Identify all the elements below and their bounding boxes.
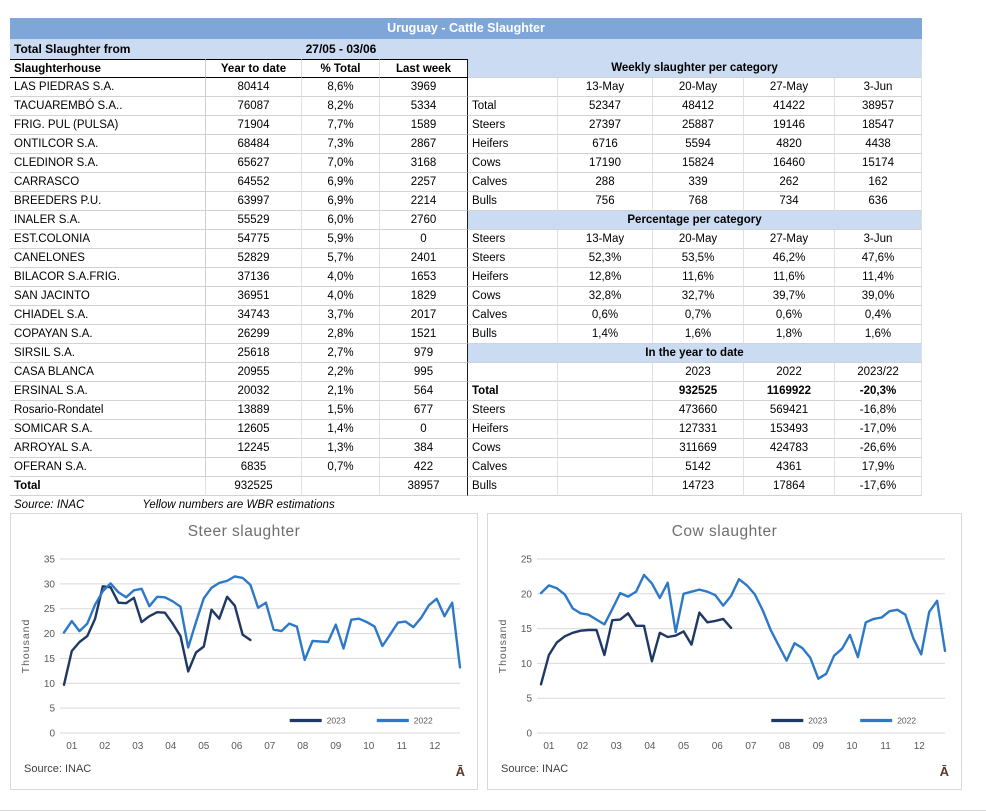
- category-label: Heifers: [468, 420, 558, 439]
- category-label: Total: [468, 97, 558, 116]
- value-cell: 19146: [744, 116, 835, 135]
- value-cell: 1829: [380, 287, 468, 306]
- value-cell: 11,6%: [653, 268, 744, 287]
- x-tick-label: 11: [879, 741, 891, 752]
- slaughterhouse-name: OFERAN S.A.: [10, 458, 206, 477]
- category-label: Cows: [468, 287, 558, 306]
- value-cell: 63997: [206, 192, 302, 211]
- category-label: Calves: [468, 458, 558, 477]
- value-cell: 64552: [206, 173, 302, 192]
- x-tick-label: 02: [576, 741, 588, 752]
- value-cell: 2023/22: [835, 363, 922, 382]
- value-cell: 8,6%: [302, 78, 380, 97]
- value-cell: 17864: [744, 477, 835, 496]
- value-cell: [558, 382, 653, 401]
- value-cell: 6,0%: [302, 211, 380, 230]
- slaughterhouse-name: INALER S.A.: [10, 211, 206, 230]
- slaughterhouse-name: SIRSIL S.A.: [10, 344, 206, 363]
- value-cell: 52,3%: [558, 249, 653, 268]
- y-tick-label: 20: [520, 589, 532, 601]
- value-cell: -17,0%: [835, 420, 922, 439]
- value-cell: 27-May: [744, 230, 835, 249]
- value-cell: 569421: [744, 401, 835, 420]
- category-label: [468, 78, 558, 97]
- x-tick-label: 05: [198, 741, 210, 752]
- value-cell: 16460: [744, 154, 835, 173]
- slaughterhouse-name: ONTILCOR S.A.: [10, 135, 206, 154]
- steer-chart: [18, 549, 470, 761]
- category-label: Cows: [468, 154, 558, 173]
- section-header: Weekly slaughter per category: [468, 59, 922, 78]
- slaughterhouse-name: FRIG. PUL (PULSA): [10, 116, 206, 135]
- value-cell: 734: [744, 192, 835, 211]
- y-tick-label: 30: [43, 579, 55, 591]
- value-cell: 932525: [653, 382, 744, 401]
- value-cell: [558, 363, 653, 382]
- value-cell: [558, 458, 653, 477]
- estimation-note: Yellow numbers are WBR estimations: [142, 499, 335, 511]
- value-cell: 2,8%: [302, 325, 380, 344]
- value-cell: 288: [558, 173, 653, 192]
- category-label: Steers: [468, 401, 558, 420]
- value-cell: 55529: [206, 211, 302, 230]
- slaughterhouse-name: CHIADEL S.A.: [10, 306, 206, 325]
- slaughterhouse-name: TACUAREMBÓ S.A..: [10, 97, 206, 116]
- value-cell: 71904: [206, 116, 302, 135]
- slaughterhouse-name: SAN JACINTO: [10, 287, 206, 306]
- x-tick-label: 11: [396, 741, 407, 752]
- value-cell: 32,8%: [558, 287, 653, 306]
- value-cell: 12245: [206, 439, 302, 458]
- y-tick-label: 20: [43, 629, 55, 641]
- series-line-2022: [64, 576, 460, 667]
- value-cell: 1653: [380, 268, 468, 287]
- corner-glyph: Ā: [455, 764, 465, 779]
- x-tick-label: 07: [264, 741, 276, 752]
- x-tick-label: 01: [66, 741, 78, 752]
- value-cell: 38957: [835, 97, 922, 116]
- x-tick-label: 04: [165, 741, 177, 752]
- value-cell: 3,7%: [302, 306, 380, 325]
- value-cell: 41422: [744, 97, 835, 116]
- value-cell: 11,6%: [744, 268, 835, 287]
- value-cell: 14723: [653, 477, 744, 496]
- value-cell: 25618: [206, 344, 302, 363]
- value-cell: 5142: [653, 458, 744, 477]
- value-cell: 424783: [744, 439, 835, 458]
- slaughterhouse-name: BILACOR S.A.FRIG.: [10, 268, 206, 287]
- value-cell: 8,2%: [302, 97, 380, 116]
- value-cell: 0,7%: [653, 306, 744, 325]
- value-cell: 0,7%: [302, 458, 380, 477]
- y-tick-label: 25: [520, 554, 532, 566]
- value-cell: 52347: [558, 97, 653, 116]
- left-header-cell: Last week: [380, 59, 468, 78]
- y-tick-label: 0: [49, 728, 55, 740]
- value-cell: 2,1%: [302, 382, 380, 401]
- slaughterhouse-name: ERSINAL S.A.: [10, 382, 206, 401]
- value-cell: 6,9%: [302, 192, 380, 211]
- value-cell: 2,7%: [302, 344, 380, 363]
- value-cell: 2022: [744, 363, 835, 382]
- chart-title: Steer slaughter: [187, 523, 301, 540]
- category-label: Bulls: [468, 477, 558, 496]
- value-cell: 37136: [206, 268, 302, 287]
- value-cell: 25887: [653, 116, 744, 135]
- value-cell: 3168: [380, 154, 468, 173]
- y-tick-label: 10: [520, 658, 532, 670]
- x-tick-label: 04: [643, 741, 655, 752]
- main-table: [10, 59, 922, 496]
- section-header: Percentage per category: [468, 211, 922, 230]
- value-cell: 1169922: [744, 382, 835, 401]
- value-cell: 127331: [653, 420, 744, 439]
- value-cell: 979: [380, 344, 468, 363]
- value-cell: 339: [653, 173, 744, 192]
- value-cell: 2023: [653, 363, 744, 382]
- period-label: Total Slaughter from: [14, 42, 131, 56]
- value-cell: 4,0%: [302, 268, 380, 287]
- value-cell: 2867: [380, 135, 468, 154]
- value-cell: 7,0%: [302, 154, 380, 173]
- period-value: 27/05 - 03/06: [305, 42, 377, 56]
- value-cell: [558, 401, 653, 420]
- value-cell: 6835: [206, 458, 302, 477]
- value-cell: 4438: [835, 135, 922, 154]
- x-tick-label: 06: [231, 741, 243, 752]
- corner-glyph: Ā: [939, 764, 949, 779]
- category-label: Heifers: [468, 268, 558, 287]
- value-cell: 26299: [206, 325, 302, 344]
- slaughterhouse-name: EST.COLONIA: [10, 230, 206, 249]
- x-tick-label: 10: [845, 741, 857, 752]
- value-cell: 5,7%: [302, 249, 380, 268]
- value-cell: 15174: [835, 154, 922, 173]
- slaughterhouse-name: Rosario-Rondatel: [10, 401, 206, 420]
- x-tick-label: 03: [610, 741, 622, 752]
- value-cell: 15824: [653, 154, 744, 173]
- value-cell: -20,3%: [835, 382, 922, 401]
- value-cell: 1,5%: [302, 401, 380, 420]
- y-tick-label: 5: [525, 693, 532, 705]
- category-label: Calves: [468, 173, 558, 192]
- value-cell: 162: [835, 173, 922, 192]
- value-cell: 48412: [653, 97, 744, 116]
- x-tick-label: 03: [132, 741, 144, 752]
- value-cell: 262: [744, 173, 835, 192]
- value-cell: 1,8%: [744, 325, 835, 344]
- value-cell: 2257: [380, 173, 468, 192]
- value-cell: 311669: [653, 439, 744, 458]
- value-cell: 65627: [206, 154, 302, 173]
- value-cell: 932525: [206, 477, 302, 496]
- value-cell: [302, 477, 380, 496]
- value-cell: 2214: [380, 192, 468, 211]
- value-cell: 422: [380, 458, 468, 477]
- chart-source: Source: INAC: [24, 763, 92, 775]
- value-cell: 18547: [835, 116, 922, 135]
- legend-label-2023: 2023: [807, 715, 827, 726]
- legend-label-2022: 2022: [896, 715, 916, 726]
- slaughterhouse-name: LAS PIEDRAS S.A.: [10, 78, 206, 97]
- value-cell: 0: [380, 230, 468, 249]
- x-tick-label: 12: [913, 741, 925, 752]
- value-cell: 53,5%: [653, 249, 744, 268]
- value-cell: 153493: [744, 420, 835, 439]
- category-label: [468, 363, 558, 382]
- value-cell: 12,8%: [558, 268, 653, 287]
- y-tick-label: 35: [43, 554, 55, 566]
- value-cell: 4,0%: [302, 287, 380, 306]
- value-cell: 1,6%: [653, 325, 744, 344]
- x-tick-label: 09: [812, 741, 824, 752]
- y-tick-label: 0: [525, 728, 532, 740]
- value-cell: 36951: [206, 287, 302, 306]
- table-source: Source: INAC: [14, 499, 85, 511]
- value-cell: 17190: [558, 154, 653, 173]
- x-tick-label: 02: [99, 741, 111, 752]
- x-tick-label: 01: [542, 741, 554, 752]
- tables-section: [10, 18, 922, 511]
- x-tick-label: 09: [330, 741, 342, 752]
- value-cell: 768: [653, 192, 744, 211]
- value-cell: 13-May: [558, 230, 653, 249]
- value-cell: 7,3%: [302, 135, 380, 154]
- value-cell: 13889: [206, 401, 302, 420]
- category-label: Heifers: [468, 135, 558, 154]
- value-cell: 677: [380, 401, 468, 420]
- slaughterhouse-name: COPAYAN S.A.: [10, 325, 206, 344]
- value-cell: -16,8%: [835, 401, 922, 420]
- y-tick-label: 5: [49, 703, 55, 715]
- y-tick-label: 15: [520, 624, 532, 636]
- steer-chart-panel: [10, 513, 478, 790]
- value-cell: 32,7%: [653, 287, 744, 306]
- value-cell: 636: [835, 192, 922, 211]
- y-axis-label: Thousand: [496, 618, 509, 674]
- value-cell: -26,6%: [835, 439, 922, 458]
- category-label: Bulls: [468, 192, 558, 211]
- value-cell: 6,9%: [302, 173, 380, 192]
- left-header-cell: % Total: [302, 59, 380, 78]
- category-label: Cows: [468, 439, 558, 458]
- value-cell: 12605: [206, 420, 302, 439]
- x-tick-label: 08: [297, 741, 309, 752]
- value-cell: 1,4%: [302, 420, 380, 439]
- value-cell: 52829: [206, 249, 302, 268]
- value-cell: 20955: [206, 363, 302, 382]
- value-cell: 2401: [380, 249, 468, 268]
- value-cell: 3969: [380, 78, 468, 97]
- legend-label-2022: 2022: [413, 715, 433, 726]
- slaughterhouse-name: CLEDINOR S.A.: [10, 154, 206, 173]
- table-footnotes: [10, 496, 922, 511]
- series-line-2023: [541, 613, 731, 685]
- value-cell: 0,6%: [558, 306, 653, 325]
- cow-chart: [495, 549, 955, 761]
- chart-title: Cow slaughter: [671, 523, 778, 540]
- slaughterhouse-name: CASA BLANCA: [10, 363, 206, 382]
- value-cell: 20-May: [653, 78, 744, 97]
- value-cell: 0: [380, 420, 468, 439]
- value-cell: 47,6%: [835, 249, 922, 268]
- section-header: In the year to date: [468, 344, 922, 363]
- value-cell: 756: [558, 192, 653, 211]
- value-cell: [558, 439, 653, 458]
- value-cell: 54775: [206, 230, 302, 249]
- series-line-2023: [64, 586, 250, 685]
- value-cell: 1,6%: [835, 325, 922, 344]
- slaughterhouse-name: Total: [10, 477, 206, 496]
- value-cell: 5594: [653, 135, 744, 154]
- value-cell: 0,4%: [835, 306, 922, 325]
- value-cell: 27397: [558, 116, 653, 135]
- value-cell: 2,2%: [302, 363, 380, 382]
- category-label: Total: [468, 382, 558, 401]
- value-cell: 1,4%: [558, 325, 653, 344]
- value-cell: 564: [380, 382, 468, 401]
- x-tick-label: 05: [677, 741, 689, 752]
- value-cell: 6716: [558, 135, 653, 154]
- chart-source: Source: INAC: [501, 763, 569, 775]
- value-cell: 13-May: [558, 78, 653, 97]
- value-cell: [558, 420, 653, 439]
- value-cell: 5334: [380, 97, 468, 116]
- value-cell: 2760: [380, 211, 468, 230]
- slaughterhouse-name: ARROYAL S.A.: [10, 439, 206, 458]
- charts-section: [10, 513, 962, 790]
- value-cell: 20-May: [653, 230, 744, 249]
- report-title-banner: Uruguay - Cattle Slaughter: [10, 18, 922, 39]
- period-subheader: [10, 39, 922, 59]
- y-tick-label: 10: [43, 678, 55, 690]
- value-cell: 995: [380, 363, 468, 382]
- category-label: Steers: [468, 230, 558, 249]
- x-tick-label: 12: [429, 741, 441, 752]
- value-cell: 39,7%: [744, 287, 835, 306]
- value-cell: 39,0%: [835, 287, 922, 306]
- value-cell: 34743: [206, 306, 302, 325]
- left-header-cell: Year to date: [206, 59, 302, 78]
- value-cell: 68484: [206, 135, 302, 154]
- value-cell: 76087: [206, 97, 302, 116]
- value-cell: 5,9%: [302, 230, 380, 249]
- slaughterhouse-name: CANELONES: [10, 249, 206, 268]
- value-cell: 4361: [744, 458, 835, 477]
- value-cell: 473660: [653, 401, 744, 420]
- y-tick-label: 15: [43, 653, 55, 665]
- value-cell: 20032: [206, 382, 302, 401]
- value-cell: 0,6%: [744, 306, 835, 325]
- value-cell: 3-Jun: [835, 78, 922, 97]
- value-cell: 17,9%: [835, 458, 922, 477]
- value-cell: 46,2%: [744, 249, 835, 268]
- category-label: Steers: [468, 116, 558, 135]
- y-axis-label: Thousand: [20, 618, 32, 674]
- slaughterhouse-name: BREEDERS P.U.: [10, 192, 206, 211]
- value-cell: [558, 477, 653, 496]
- value-cell: 38957: [380, 477, 468, 496]
- value-cell: 384: [380, 439, 468, 458]
- value-cell: 27-May: [744, 78, 835, 97]
- value-cell: 3-Jun: [835, 230, 922, 249]
- value-cell: -17,6%: [835, 477, 922, 496]
- category-label: Steers: [468, 249, 558, 268]
- value-cell: 2017: [380, 306, 468, 325]
- value-cell: 11,4%: [835, 268, 922, 287]
- y-tick-label: 25: [43, 604, 55, 616]
- x-tick-label: 08: [778, 741, 790, 752]
- value-cell: 80414: [206, 78, 302, 97]
- value-cell: 1,3%: [302, 439, 380, 458]
- cow-chart-panel: [487, 513, 962, 790]
- legend-label-2023: 2023: [326, 715, 346, 726]
- x-tick-label: 07: [744, 741, 756, 752]
- value-cell: 1589: [380, 116, 468, 135]
- category-label: Calves: [468, 306, 558, 325]
- category-label: Bulls: [468, 325, 558, 344]
- value-cell: 1521: [380, 325, 468, 344]
- x-tick-label: 10: [363, 741, 375, 752]
- left-header-cell: Slaughterhouse: [10, 59, 206, 78]
- slaughterhouse-name: SOMICAR S.A.: [10, 420, 206, 439]
- slaughterhouse-name: CARRASCO: [10, 173, 206, 192]
- value-cell: 7,7%: [302, 116, 380, 135]
- x-tick-label: 06: [711, 741, 723, 752]
- value-cell: 4820: [744, 135, 835, 154]
